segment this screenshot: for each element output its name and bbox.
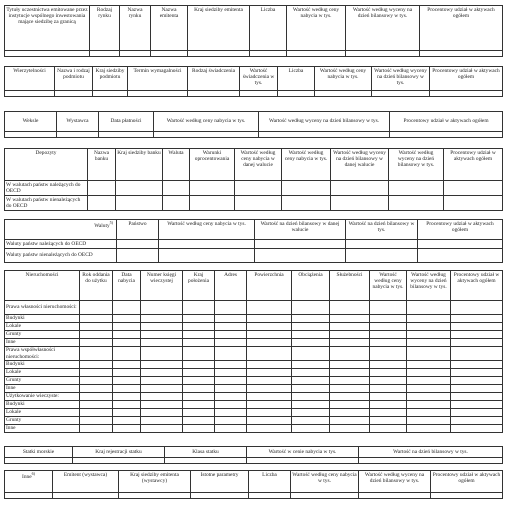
table-currencies <box>4 219 503 263</box>
row-label: Budynki <box>5 315 80 323</box>
row-label: Budynki <box>5 361 80 369</box>
row-label: Inne <box>5 339 80 347</box>
table-deposits <box>4 148 503 211</box>
header-cell: Istotne parametry <box>191 471 249 493</box>
header-cell: Wartość według wyceny na dzień bilansowy w tys. <box>259 112 390 132</box>
header-cell: Liczba <box>249 471 291 493</box>
table-row <box>5 393 503 401</box>
table-row <box>5 339 503 347</box>
row-label: Lokale <box>5 369 80 377</box>
header-cell: Data nabycia <box>113 271 141 301</box>
header-cell: Termin wymagalności <box>128 67 188 91</box>
header-cell: Wartość świadczenia w tys. <box>240 67 278 91</box>
table-row <box>5 51 503 57</box>
header-cell: Kraj siedziby podmiotu <box>93 67 128 91</box>
table-row <box>5 331 503 339</box>
row-label: Grunty <box>5 331 80 339</box>
header-cell: Depozyty <box>5 149 88 181</box>
header-cell: Wartość na dzień bilansowy w tys. <box>346 220 418 240</box>
header-cell: Statki morskie <box>5 447 73 458</box>
header-cell: Procentowy udział w aktywach ogółem <box>444 149 503 181</box>
table-row <box>5 385 503 393</box>
header-cell: Kraj rejestracji statku <box>73 447 165 458</box>
header-cell: Wartość według ceny nabycia w tys. <box>315 67 372 91</box>
row-label: Prawa własności nieruchomości: <box>5 301 80 315</box>
row-label: Waluty państw nienależących do OECD <box>5 249 117 263</box>
row-label: Prawa współwłasności nieruchomości: <box>5 347 80 361</box>
header-cell: Państwo <box>117 220 159 240</box>
header-cell: Wierzytelności <box>5 67 55 91</box>
table-row <box>5 323 503 331</box>
row-label: Inne <box>5 425 80 433</box>
header-cell: Procentowy udział w aktywach ogółem <box>420 6 503 51</box>
header-cell: Wartość według ceny nabycia w tys. <box>370 271 407 301</box>
header-cell: Wartość według ceny nabycia w danej walucie <box>235 149 282 181</box>
header-cell: Procentowy udział w aktywach ogółem <box>431 471 503 493</box>
header-cell: Nazwa rynku <box>120 6 151 51</box>
header-cell: Klasa statku <box>165 447 247 458</box>
header-cell: Procentowy udział w aktywach ogółem <box>390 112 503 132</box>
header-cell: Rok oddania do użytku <box>80 271 113 301</box>
header-cell: Służebności <box>330 271 370 301</box>
table-row <box>5 401 503 409</box>
header-cell: Waluta <box>163 149 190 181</box>
table-row <box>5 240 503 249</box>
table-row <box>5 91 503 97</box>
header-cell: Obciążenia <box>292 271 330 301</box>
header-cell: Liczba <box>250 6 287 51</box>
header-cell: Emitent (wystawca) <box>53 471 119 493</box>
header-cell: Waluty$^{5)}$ <box>5 220 117 240</box>
header-cell: Nazwa i rodzaj podmiotu <box>55 67 93 91</box>
header-cell: Procentowy udział w aktywach ogółem <box>418 220 503 240</box>
row-label: Lokale <box>5 323 80 331</box>
header-cell: Wartość na dzień bilansowy w danej walucie <box>255 220 346 240</box>
table-row <box>5 181 503 196</box>
header-cell: Kraj położenia <box>183 271 215 301</box>
header-cell: Data płatności <box>99 112 154 132</box>
header-cell: Kraj siedziby banku <box>116 149 163 181</box>
header-cell: Rodzaj rynku <box>90 6 120 51</box>
header-cell: Wartość według wyceny na dzień bilansowy w tys. <box>372 67 430 91</box>
row-label: W walutach państw należących do OECD <box>5 181 88 196</box>
header-cell: Adres <box>215 271 247 301</box>
row-label: Grunty <box>5 377 80 385</box>
header-cell: Wartość według ceny nabycia w tys. <box>154 112 259 132</box>
table-real-estate <box>4 270 503 433</box>
header-cell: Wartość według wyceny na dzień bilansowy w tys. <box>407 271 451 301</box>
header-cell: Wartość według ceny nabycia w tys. <box>291 471 359 493</box>
header-cell: Kraj siedziby emitenta <box>188 6 250 51</box>
table-row <box>5 315 503 323</box>
header-cell: Tytuły uczestnictwa emitowane przez instytucje wspólnego inwestowania mające siedzibę za granicą <box>5 6 90 51</box>
table-foreign-fund-units <box>4 5 503 57</box>
table-row <box>5 196 503 211</box>
header-cell: Wystawca <box>57 112 99 132</box>
table-row <box>5 132 503 138</box>
header-cell: Wartość według wyceny na dzień bilansowy w tys. <box>346 6 420 51</box>
table-other-assets <box>4 470 503 499</box>
table-row <box>5 377 503 385</box>
table-row <box>5 425 503 433</box>
row-label: Waluty państw należących do OECD <box>5 240 117 249</box>
header-cell: Nazwa banku <box>88 149 116 181</box>
table-row <box>5 301 503 315</box>
header-cell: Weksle <box>5 112 57 132</box>
table-row <box>5 493 503 499</box>
row-label: W walutach państw nienależących do OECD <box>5 196 88 211</box>
table-row <box>5 409 503 417</box>
header-cell: Warunki oprocentowania <box>190 149 235 181</box>
table-bills-of-exchange <box>4 111 503 138</box>
header-cell: Wartość według ceny nabycia w tys. <box>287 6 346 51</box>
header-cell: Wartość według wyceny na dzień bilansowy w tys. <box>359 471 431 493</box>
header-cell: Numer księgi wieczystej <box>141 271 183 301</box>
table-sea-vessels <box>4 446 503 464</box>
header-cell: Liczba <box>278 67 315 91</box>
header-cell: Powierzchnia <box>247 271 292 301</box>
header-cell: Rodzaj świadczenia <box>188 67 240 91</box>
header-cell: Wartość na dzień bilansowy w tys. <box>359 447 503 458</box>
table-row <box>5 458 503 464</box>
row-label: Grunty <box>5 417 80 425</box>
table-row <box>5 347 503 361</box>
header-cell: Inne$^{6)}$ <box>5 471 53 493</box>
header-cell: Wartość według ceny nabycia w tys. <box>282 149 331 181</box>
header-cell: Wartość według wyceny na dzień bilansowy w tys. <box>389 149 444 181</box>
header-cell: Nieruchomości <box>5 271 80 301</box>
header-cell: Procentowy udział w aktywach ogółem <box>451 271 503 301</box>
header-cell: Wartość według ceny nabycia w tys. <box>159 220 255 240</box>
header-cell: Procentowy udział w aktywach ogółem <box>430 67 503 91</box>
header-cell: Kraj siedziby emitenta (wystawcy) <box>119 471 191 493</box>
table-row <box>5 369 503 377</box>
table-receivables <box>4 66 503 97</box>
row-label: Użytkowanie wieczyste: <box>5 393 80 401</box>
table-row <box>5 249 503 263</box>
header-cell: Wartość w cenie nabycia w tys. <box>247 447 359 458</box>
header-cell: Nazwa emitenta <box>151 6 188 51</box>
header-cell: Wartość według wyceny na dzień bilansowy w danej walucie <box>331 149 389 181</box>
table-row <box>5 417 503 425</box>
row-label: Budynki <box>5 401 80 409</box>
row-label: Lokale <box>5 409 80 417</box>
table-row <box>5 361 503 369</box>
row-label: Inne <box>5 385 80 393</box>
